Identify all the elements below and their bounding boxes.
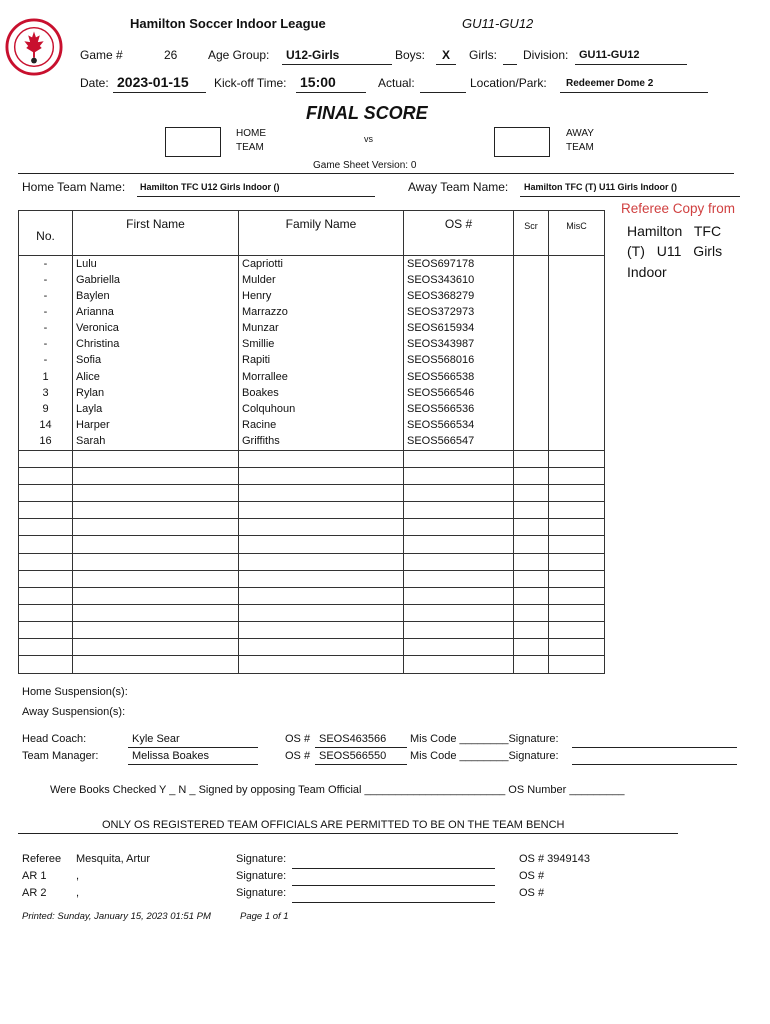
table-row: [19, 639, 605, 656]
cell-os: SEOS615934: [404, 321, 514, 337]
cell-misc: [549, 272, 605, 288]
referee-copy-line2: (T) U11 Girls: [627, 243, 723, 259]
game-label: Game #: [80, 48, 123, 62]
cell-no[interactable]: [19, 450, 73, 467]
referee-name: Mesquita, Artur: [76, 853, 150, 865]
cell-misc: [549, 369, 605, 385]
cell-no: -: [19, 304, 73, 320]
cell-os[interactable]: [404, 656, 514, 673]
cell-misc[interactable]: [549, 639, 605, 656]
cell-no[interactable]: [19, 639, 73, 656]
referee-name: ,: [76, 887, 80, 899]
table-row: [19, 353, 605, 369]
head-coach-mis-signature: Mis Code ________Signature:: [410, 733, 559, 745]
cell-family-name: Boakes: [239, 385, 404, 401]
cell-family-name[interactable]: [239, 519, 404, 536]
col-header-os: OS #: [404, 211, 514, 256]
table-row: [19, 656, 605, 673]
cell-scr[interactable]: [514, 450, 549, 467]
kickoff-label: Kick-off Time:: [214, 76, 287, 90]
col-header-misc: MisC: [549, 211, 605, 256]
cell-no[interactable]: [19, 519, 73, 536]
referee-role: AR 1: [22, 870, 47, 882]
cell-misc: [549, 434, 605, 451]
cell-misc[interactable]: [549, 553, 605, 570]
cell-misc: [549, 417, 605, 433]
cell-misc: [549, 304, 605, 320]
cell-family-name: Morrallee: [239, 369, 404, 385]
cell-misc: [549, 256, 605, 273]
cell-scr: [514, 369, 549, 385]
table-row: [19, 536, 605, 553]
cell-no[interactable]: [19, 502, 73, 519]
cell-misc: [549, 321, 605, 337]
referee-signature-label: Signature:: [236, 853, 287, 865]
cell-no: -: [19, 288, 73, 304]
cell-first-name[interactable]: [73, 604, 239, 621]
cell-first-name: Baylen: [73, 288, 239, 304]
cell-no[interactable]: [19, 604, 73, 621]
kickoff-value: 15:00: [300, 74, 336, 90]
league-title: Hamilton Soccer Indoor League: [130, 16, 326, 31]
team-manager-os: SEOS566550: [319, 750, 387, 762]
team-manager-mis-signature: Mis Code ________Signature:: [410, 750, 559, 762]
referee-copy-title: Referee Copy from: [621, 201, 736, 216]
cell-os[interactable]: [404, 553, 514, 570]
cell-os[interactable]: [404, 467, 514, 484]
cell-family-name[interactable]: [239, 622, 404, 639]
home-label-1: HOME: [236, 128, 266, 139]
cell-scr: [514, 353, 549, 369]
cell-no[interactable]: [19, 536, 73, 553]
cell-os: SEOS372973: [404, 304, 514, 320]
cell-no[interactable]: [19, 570, 73, 587]
cell-os[interactable]: [404, 536, 514, 553]
cell-misc[interactable]: [549, 604, 605, 621]
table-row: [19, 553, 605, 570]
actual-label: Actual:: [378, 76, 415, 90]
cell-scr: [514, 417, 549, 433]
division-label: Division:: [523, 48, 569, 62]
cell-misc: [549, 353, 605, 369]
table-row: [19, 434, 605, 451]
cell-no: -: [19, 321, 73, 337]
home-label-2: TEAM: [236, 142, 264, 153]
cell-family-name[interactable]: [239, 553, 404, 570]
col-header-family-name: Family Name: [239, 211, 404, 256]
home-team-value: Hamilton TFC U12 Girls Indoor (): [140, 182, 280, 192]
bench-notice: ONLY OS REGISTERED TEAM OFFICIALS ARE PERMITTED TO BE ON THE TEAM BENCH: [102, 819, 565, 831]
books-checked-line: Were Books Checked Y _ N _ Signed by opposing Team Official _______________________ OS Number _________: [50, 784, 625, 796]
cell-no[interactable]: [19, 656, 73, 673]
cell-scr[interactable]: [514, 484, 549, 501]
cell-first-name[interactable]: [73, 519, 239, 536]
cell-misc[interactable]: [549, 587, 605, 604]
table-row: [19, 587, 605, 604]
cell-misc[interactable]: [549, 450, 605, 467]
cell-first-name: Sofia: [73, 353, 239, 369]
table-row: [19, 502, 605, 519]
cell-scr[interactable]: [514, 570, 549, 587]
cell-scr: [514, 337, 549, 353]
cell-first-name[interactable]: [73, 587, 239, 604]
cell-misc[interactable]: [549, 467, 605, 484]
cell-family-name: Smillie: [239, 337, 404, 353]
cell-no[interactable]: [19, 553, 73, 570]
cell-first-name: Christina: [73, 337, 239, 353]
table-row: [19, 417, 605, 433]
referee-copy-line3: Indoor: [627, 264, 667, 280]
cell-first-name[interactable]: [73, 570, 239, 587]
cell-misc[interactable]: [549, 622, 605, 639]
cell-family-name[interactable]: [239, 604, 404, 621]
cell-first-name[interactable]: [73, 622, 239, 639]
cell-scr: [514, 385, 549, 401]
team-manager-name: Melissa Boakes: [132, 750, 210, 762]
table-row: [19, 369, 605, 385]
table-row: [19, 467, 605, 484]
cell-scr[interactable]: [514, 467, 549, 484]
cell-scr: [514, 256, 549, 273]
team-manager-os-label: OS #: [285, 750, 311, 762]
cell-first-name[interactable]: [73, 502, 239, 519]
cell-family-name[interactable]: [239, 484, 404, 501]
table-row: [19, 288, 605, 304]
cell-os: SEOS566534: [404, 417, 514, 433]
home-team-label: Home Team Name:: [22, 180, 126, 194]
cell-no[interactable]: [19, 484, 73, 501]
cell-no: -: [19, 272, 73, 288]
cell-os: SEOS566538: [404, 369, 514, 385]
cell-family-name[interactable]: [239, 536, 404, 553]
cell-os: SEOS343987: [404, 337, 514, 353]
cell-first-name: Layla: [73, 401, 239, 417]
table-row: [19, 484, 605, 501]
table-row: [19, 256, 605, 273]
cell-first-name: Gabriella: [73, 272, 239, 288]
cell-os[interactable]: [404, 639, 514, 656]
referee-name: ,: [76, 870, 80, 882]
away-score-box[interactable]: [494, 127, 550, 157]
table-row: [19, 450, 605, 467]
cell-scr: [514, 321, 549, 337]
location-label: Location/Park:: [470, 76, 547, 90]
cell-os[interactable]: [404, 519, 514, 536]
cell-scr[interactable]: [514, 553, 549, 570]
cell-scr: [514, 401, 549, 417]
referee-os: OS #: [519, 887, 545, 899]
referee-role: Referee: [22, 853, 62, 865]
cell-scr[interactable]: [514, 536, 549, 553]
cell-scr[interactable]: [514, 604, 549, 621]
head-coach-label: Head Coach:: [22, 733, 87, 745]
cell-family-name[interactable]: [239, 639, 404, 656]
cell-no: 9: [19, 401, 73, 417]
cell-misc[interactable]: [549, 519, 605, 536]
page-number: Page 1 of 1: [240, 911, 289, 922]
cell-os: SEOS343610: [404, 272, 514, 288]
cell-scr[interactable]: [514, 587, 549, 604]
cell-family-name: Griffiths: [239, 434, 404, 451]
cell-first-name: Arianna: [73, 304, 239, 320]
cell-first-name[interactable]: [73, 536, 239, 553]
cell-os[interactable]: [404, 484, 514, 501]
cell-misc[interactable]: [549, 570, 605, 587]
referee-signature-label: Signature:: [236, 870, 287, 882]
vs-label: vs: [364, 134, 373, 144]
away-team-label: Away Team Name:: [408, 180, 509, 194]
final-score-title: FINAL SCORE: [306, 103, 428, 123]
col-header-scr: Scr: [514, 211, 549, 256]
cell-family-name: Capriotti: [239, 256, 404, 273]
age-group-value: U12-Girls: [286, 48, 340, 62]
table-row: [19, 570, 605, 587]
cell-first-name[interactable]: [73, 639, 239, 656]
age-group-label: Age Group:: [208, 48, 270, 62]
cell-family-name[interactable]: [239, 656, 404, 673]
table-row: [19, 304, 605, 320]
date-label: Date:: [80, 76, 109, 90]
cell-family-name[interactable]: [239, 450, 404, 467]
cell-no: -: [19, 337, 73, 353]
cell-family-name: Colquhoun: [239, 401, 404, 417]
cell-scr[interactable]: [514, 519, 549, 536]
cell-scr: [514, 272, 549, 288]
cell-os[interactable]: [404, 622, 514, 639]
cell-family-name: Racine: [239, 417, 404, 433]
cell-scr: [514, 288, 549, 304]
printed-timestamp: Printed: Sunday, January 15, 2023 01:51 PM: [22, 911, 211, 922]
cell-misc: [549, 288, 605, 304]
cell-first-name[interactable]: [73, 467, 239, 484]
cell-scr[interactable]: [514, 639, 549, 656]
referee-signature-line[interactable]: [292, 885, 495, 886]
association-logo-icon: [5, 18, 63, 76]
cell-first-name: Alice: [73, 369, 239, 385]
cell-os[interactable]: [404, 502, 514, 519]
referee-signature-label: Signature:: [236, 887, 287, 899]
head-coach-name: Kyle Sear: [132, 733, 180, 745]
cell-scr: [514, 304, 549, 320]
cell-misc[interactable]: [549, 536, 605, 553]
cell-family-name: Munzar: [239, 321, 404, 337]
cell-misc: [549, 337, 605, 353]
cell-no: -: [19, 353, 73, 369]
away-team-value: Hamilton TFC (T) U11 Girls Indoor (): [524, 182, 677, 192]
cell-scr: [514, 434, 549, 451]
referee-role: AR 2: [22, 887, 47, 899]
cell-misc[interactable]: [549, 484, 605, 501]
cell-os[interactable]: [404, 450, 514, 467]
home-suspensions-label: Home Suspension(s):: [22, 686, 128, 698]
roster-table: [18, 210, 605, 674]
game-number: 26: [164, 48, 178, 62]
boys-value: X: [442, 48, 451, 62]
away-label-1: AWAY: [566, 128, 594, 139]
referee-signature-line[interactable]: [292, 868, 495, 869]
cell-no[interactable]: [19, 467, 73, 484]
table-row: [19, 337, 605, 353]
cell-family-name: Henry: [239, 288, 404, 304]
referee-copy-line1: Hamilton TFC: [627, 223, 722, 239]
cell-first-name: Sarah: [73, 434, 239, 451]
cell-os[interactable]: [404, 604, 514, 621]
cell-scr[interactable]: [514, 622, 549, 639]
cell-family-name[interactable]: [239, 502, 404, 519]
cell-first-name[interactable]: [73, 484, 239, 501]
col-header-first-name: First Name: [73, 211, 239, 256]
cell-first-name: Rylan: [73, 385, 239, 401]
cell-misc: [549, 401, 605, 417]
cell-no: -: [19, 256, 73, 273]
location-value: Redeemer Dome 2: [566, 78, 654, 89]
head-coach-os-label: OS #: [285, 733, 311, 745]
table-row: [19, 604, 605, 621]
cell-os: SEOS566536: [404, 401, 514, 417]
home-score-box[interactable]: [165, 127, 221, 157]
cell-misc[interactable]: [549, 656, 605, 673]
cell-first-name: Harper: [73, 417, 239, 433]
cell-first-name[interactable]: [73, 553, 239, 570]
cell-first-name: Lulu: [73, 256, 239, 273]
head-coach-os: SEOS463566: [319, 733, 387, 745]
cell-os: SEOS566546: [404, 385, 514, 401]
team-manager-label: Team Manager:: [22, 750, 99, 762]
cell-os: SEOS566547: [404, 434, 514, 451]
division-code: GU11-GU12: [462, 16, 534, 31]
cell-family-name: Rapiti: [239, 353, 404, 369]
cell-os[interactable]: [404, 570, 514, 587]
away-label-2: TEAM: [566, 142, 594, 153]
boys-label: Boys:: [395, 48, 426, 62]
division-value: GU11-GU12: [579, 49, 640, 61]
cell-no: 1: [19, 369, 73, 385]
cell-os: SEOS568016: [404, 353, 514, 369]
cell-misc[interactable]: [549, 502, 605, 519]
table-row: [19, 321, 605, 337]
cell-no: 16: [19, 434, 73, 451]
table-row: [19, 272, 605, 288]
cell-family-name[interactable]: [239, 570, 404, 587]
cell-family-name[interactable]: [239, 587, 404, 604]
cell-os[interactable]: [404, 587, 514, 604]
cell-no: 14: [19, 417, 73, 433]
cell-no[interactable]: [19, 622, 73, 639]
cell-first-name: Veronica: [73, 321, 239, 337]
cell-no: 3: [19, 385, 73, 401]
cell-first-name[interactable]: [73, 450, 239, 467]
referee-signature-line[interactable]: [292, 902, 495, 903]
referee-os: OS #: [519, 870, 545, 882]
cell-os: SEOS368279: [404, 288, 514, 304]
cell-no[interactable]: [19, 587, 73, 604]
cell-os: SEOS697178: [404, 256, 514, 273]
cell-scr[interactable]: [514, 656, 549, 673]
table-row: [19, 622, 605, 639]
cell-family-name[interactable]: [239, 467, 404, 484]
away-suspensions-label: Away Suspension(s):: [22, 706, 126, 718]
cell-family-name: Mulder: [239, 272, 404, 288]
girls-label: Girls:: [469, 48, 497, 62]
col-header-no: No.: [19, 211, 73, 256]
cell-scr[interactable]: [514, 502, 549, 519]
game-sheet-version: Game Sheet Version: 0: [313, 160, 417, 171]
cell-family-name: Marrazzo: [239, 304, 404, 320]
table-row: [19, 401, 605, 417]
cell-misc: [549, 385, 605, 401]
date-value: 2023-01-15: [117, 74, 189, 90]
cell-first-name[interactable]: [73, 656, 239, 673]
referee-os: OS # 3949143: [519, 853, 590, 865]
table-row: [19, 385, 605, 401]
table-row: [19, 519, 605, 536]
